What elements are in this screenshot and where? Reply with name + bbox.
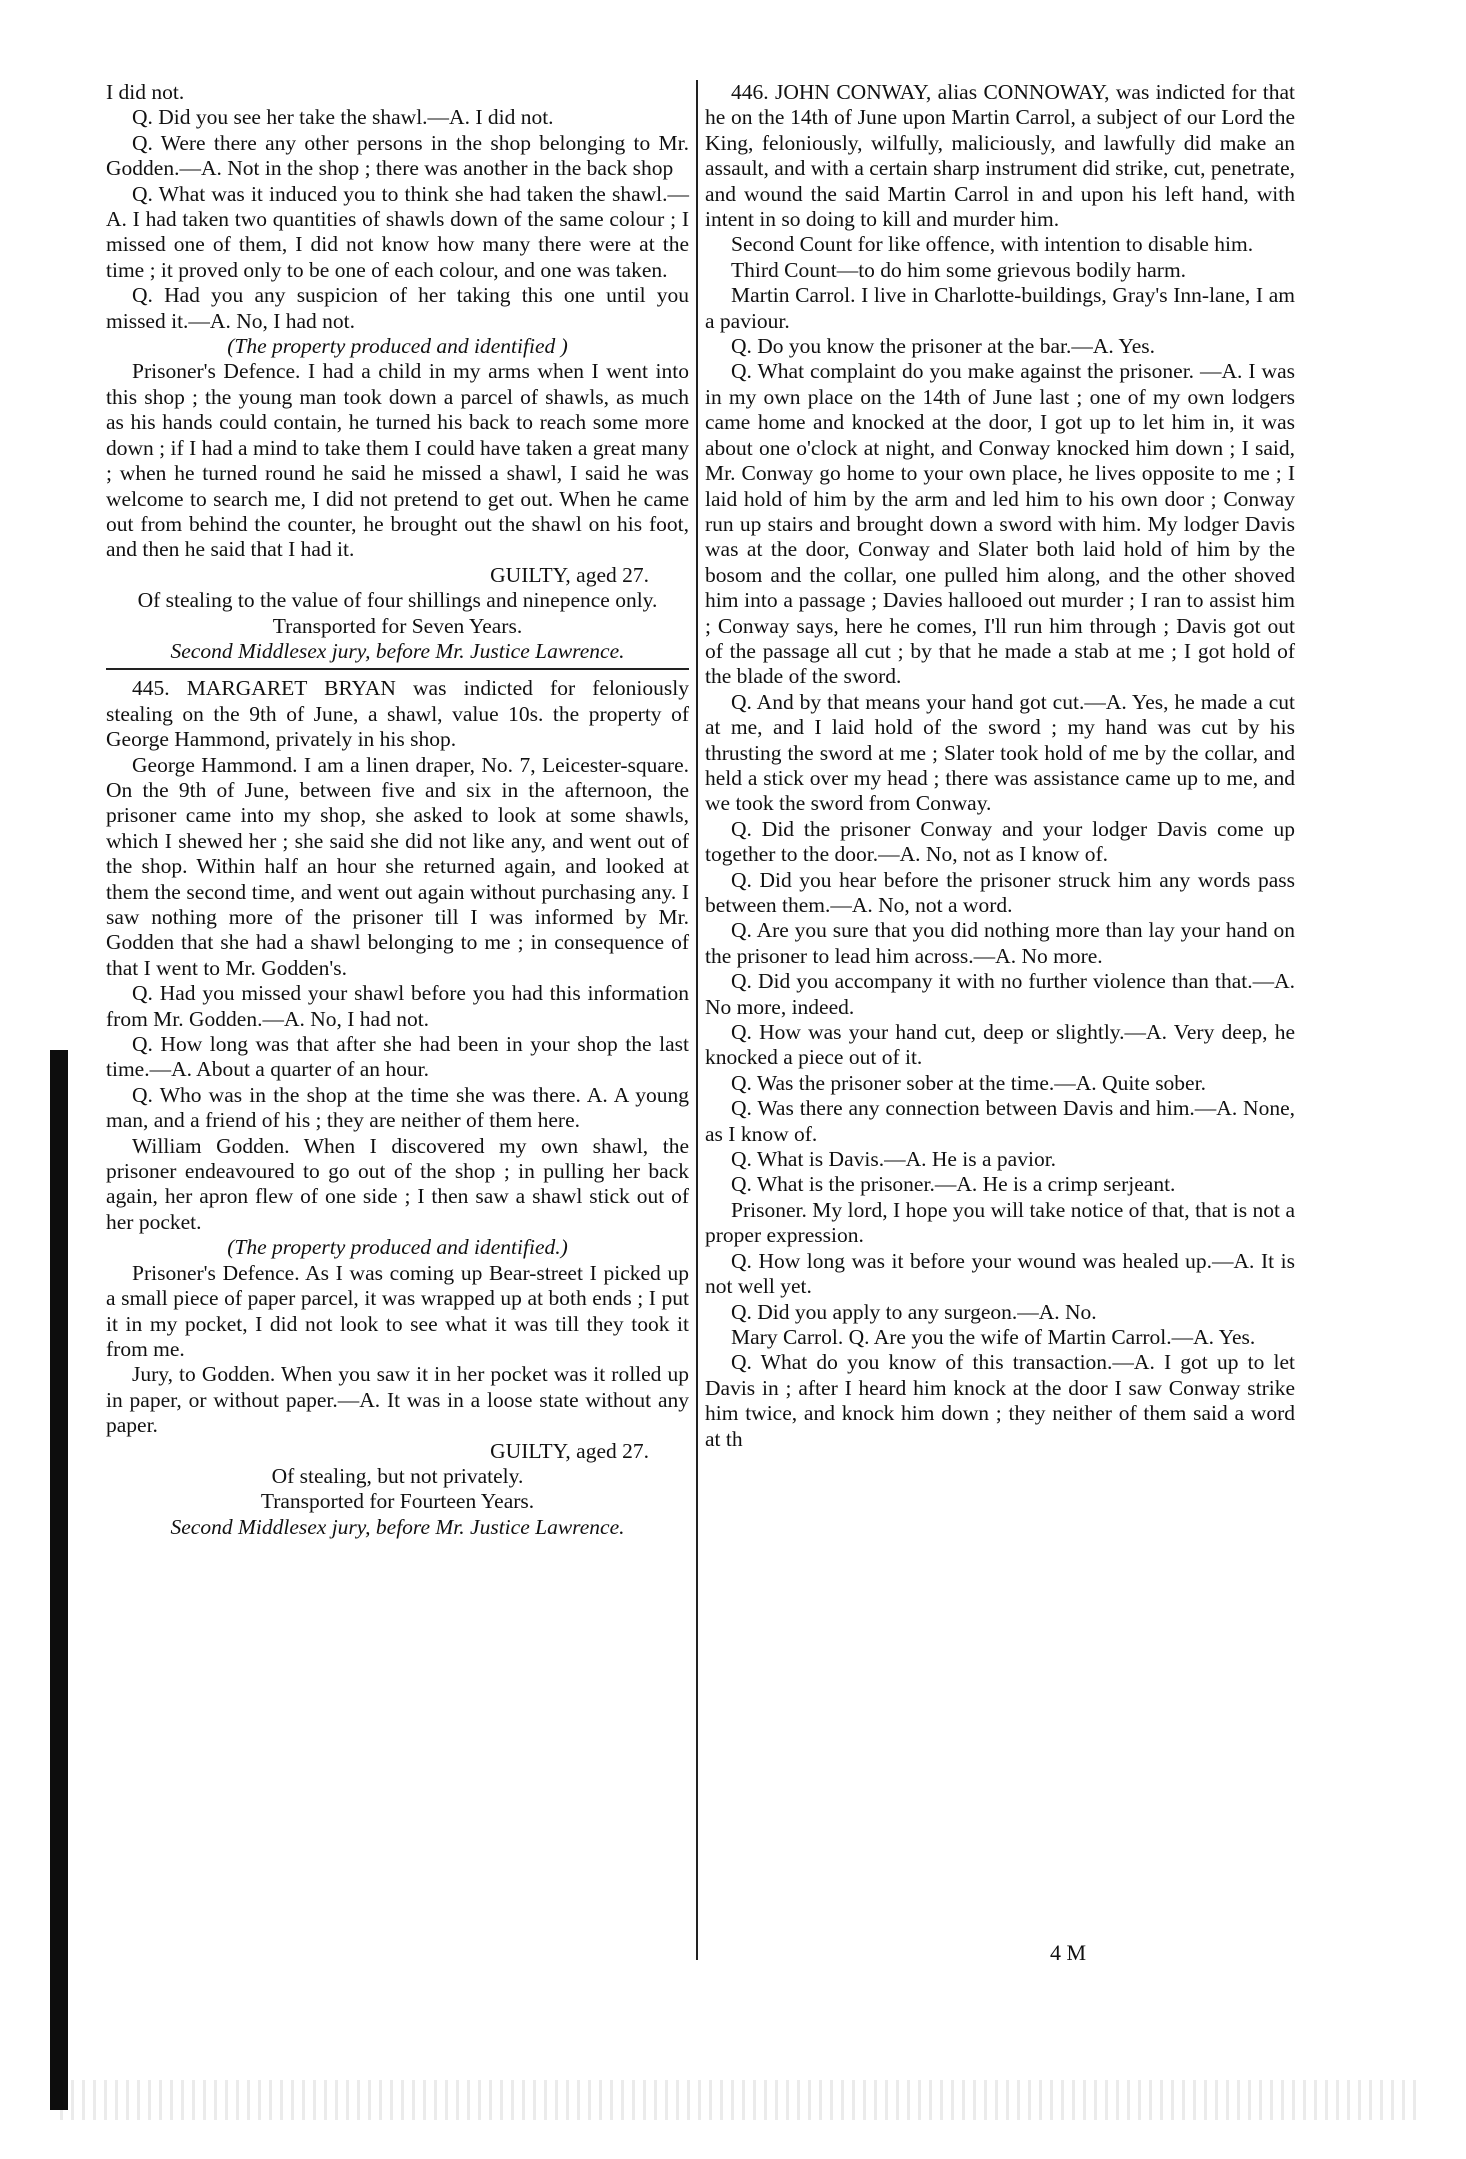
- paragraph: Q. Did you hear before the prisoner struck him any words pass between them.—A. No, not a word.: [705, 867, 1295, 917]
- verdict: GUILTY, aged 27.: [490, 562, 649, 587]
- paragraph: Q. Was the prisoner sober at the time.—A. Quite sober.: [731, 1070, 1206, 1095]
- verdict: GUILTY, aged 27.: [490, 1438, 649, 1463]
- paragraph: Q. How was your hand cut, deep or slightly.—A. Very deep, he knocked a piece out of it.: [705, 1020, 1295, 1070]
- signature-mark: 4 M: [1050, 1940, 1087, 1965]
- sentence-line: Of stealing to the value of four shillings and ninepence only.: [137, 588, 658, 613]
- paragraph: Jury, to Godden. When you saw it in her pocket was it rolled up in paper, or without paper.—A. It was in a loose state without any paper.: [106, 1362, 689, 1438]
- paragraph: Prisoner's Defence. As I was coming up Bear-street I picked up a small piece of paper parcel, it was wrapped up at both ends ; I put it in my pocket, I did not look to see what it was till they took it from me.: [106, 1260, 689, 1361]
- sentence-line: I did not.: [106, 80, 185, 104]
- scan-noise: [60, 2080, 1420, 2120]
- paragraph: Second Count for like offence, with intention to disable him.: [731, 232, 1254, 257]
- paragraph: Q. Do you know the prisoner at the bar.—A. Yes.: [731, 334, 1155, 359]
- sentence-line: Transported for Seven Years.: [272, 613, 523, 638]
- sentence-line: Second Middlesex jury, before Mr. Justice Lawrence.: [170, 638, 625, 663]
- paragraph: William Godden. When I discovered my own shawl, the prisoner endeavoured to go out of the shop ; in pulling her back again, her apron flew of one side ; I then saw a shawl stick out of her pocket.: [106, 1133, 689, 1234]
- paragraph: Prisoner. My lord, I hope you will take notice of that, that is not a proper expression.: [705, 1197, 1295, 1248]
- scan-binding-edge: [50, 1050, 68, 2110]
- sentence-line: Second Middlesex jury, before Mr. Justice Lawrence.: [170, 1514, 625, 1539]
- paragraph: Q. What complaint do you make against the prisoner. —A. I was in my own place on the 14th of June last ; one of my own lodgers came home and knocked at the door, I got up to let him in, it was about one o'clock at night, and Conway knocked him down ; I said, Mr. Conway go home to your own place, he lives opposite to me ; I laid hold of him by the arm and led him to his own door ; Conway run up stairs and brought down a sword with him. My lodger Davis was at the door, Conway and Slater both laid hold of him by the bosom and the collar, one pulled him along, and the other shoved him into a passage ; Davies hallooed out murder ; I ran to assist him ; Conway says, here he comes, I'll run him through ; Davis got out of the passage all cut ; by that he made a stab at me ; I got hold of the blade of the sword.: [705, 359, 1295, 689]
- paragraph: Q. Who was in the shop at the time she was there. A. A young man, and a friend of his ; they are neither of them here.: [106, 1082, 689, 1133]
- paragraph: Q. What is Davis.—A. He is a pavior.: [731, 1147, 1057, 1172]
- paragraph: Q. And by that means your hand got cut.—A. Yes, he made a cut at me, and I laid hold of the sword ; my hand was cut by his thrusting the sword at me ; Slater took hold of me by the collar, and held a stick over my head ; there was assistance came up to me, and we took the sword from Conway.: [705, 689, 1295, 816]
- paragraph: Q. What is the prisoner.—A. He is a crimp serjeant.: [731, 1172, 1176, 1197]
- paragraph: 446. JOHN CONWAY, alias CONNOWAY, was indicted for that he on the 14th of June upon Martin Carrol, a subject of our Lord the King, feloniously, wilfully, maliciously, and lawfully did make an assault, and with a certain sharp instrument did strike, cut, penetrate, and wound the said Martin Carrol in and upon his left hand, with intent in so doing to kill and murder him.: [705, 80, 1295, 232]
- sentence-line: (The property produced and identified.): [227, 1235, 568, 1260]
- right-column: [705, 80, 1295, 1452]
- paragraph: Q. How long was that after she had been in your shop the last time.—A. About a quarter of an hour.: [106, 1032, 689, 1082]
- paragraph: Q. Did you accompany it with no further violence than that.—A. No more, indeed.: [705, 969, 1295, 1019]
- paragraph: Q. Did you see her take the shawl.—A. I did not.: [132, 105, 554, 130]
- paragraph: Q. Did you apply to any surgeon.—A. No.: [731, 1299, 1097, 1324]
- sentence-line: Transported for Fourteen Years.: [260, 1489, 535, 1514]
- section-rule: [106, 668, 689, 670]
- paragraph: Q. Were there any other persons in the shop belonging to Mr. Godden.—A. Not in the shop ; there was another in the back shop: [106, 130, 689, 181]
- paragraph: Q. What do you know of this transaction.—A. I got up to let Davis in ; after I heard him knock at the door I saw Conway strike him twice, and knock him down ; they neither of them said a word at th: [705, 1350, 1295, 1451]
- left-column: [106, 80, 689, 1540]
- paragraph: Q. What was it induced you to think she had taken the shawl.—A. I had taken two quantities of shawls down of the same colour ; I missed one of them, I did not know how many there were at the time ; it proved only to be one of each colour, and one was taken.: [106, 181, 689, 282]
- paragraph: Q. Had you any suspicion of her taking this one until you missed it.—A. No, I had not.: [106, 283, 689, 333]
- paragraph: Q. Was there any connection between Davis and him.—A. None, as I know of.: [705, 1096, 1295, 1146]
- paragraph: Third Count—to do him some grievous bodily harm.: [731, 257, 1187, 282]
- paragraph: Q. Did the prisoner Conway and your lodger Davis come up together to the door.—A. No, not as I know of.: [705, 816, 1295, 867]
- paragraph: George Hammond. I am a linen draper, No. 7, Leicester-square. On the 9th of June, between five and six in the afternoon, the prisoner came into my shop, she asked to look at some shawls, which I shewed her ; she said she did not like any, and went out of the shop. Within half an hour she returned again, and looked at them the second time, and went out again without purchasing any. I saw nothing more of the prisoner till I was informed by Mr. Godden that she had a shawl belonging to me ; in consequence of that I went to Mr. Godden's.: [106, 752, 689, 980]
- paragraph: Mary Carrol. Q. Are you the wife of Martin Carrol.—A. Yes.: [731, 1324, 1256, 1349]
- paragraph: Q. How long was it before your wound was healed up.—A. It is not well yet.: [705, 1248, 1295, 1299]
- sentence-line: Of stealing, but not privately.: [271, 1463, 524, 1488]
- sentence-line: (The property produced and identified ): [227, 334, 568, 359]
- paragraph: Martin Carrol. I live in Charlotte-buildings, Gray's Inn-lane, I am a paviour.: [705, 283, 1295, 333]
- paragraph: Prisoner's Defence. I had a child in my arms when I went into this shop ; the young man took down a parcel of shawls, as much as his hands could contain, he turned his back to reach some more down ; if I had a mind to take them I could have taken a great many ; when he turned round he said he missed a shawl, I said he was welcome to search me, I did not pretend to get out. When he came out from behind the counter, he brought out the shawl on his foot, and then he said that I had it.: [106, 359, 689, 562]
- column-divider: [696, 80, 698, 1960]
- paragraph: Q. Had you missed your shawl before you had this information from Mr. Godden.—A. No, I had not.: [106, 981, 689, 1031]
- paragraph: 445. MARGARET BRYAN was indicted for feloniously stealing on the 9th of June, a shawl, value 10s. the property of George Hammond, privately in his shop.: [106, 676, 689, 752]
- paragraph: Q. Are you sure that you did nothing more than lay your hand on the prisoner to lead him across.—A. No more.: [705, 918, 1295, 968]
